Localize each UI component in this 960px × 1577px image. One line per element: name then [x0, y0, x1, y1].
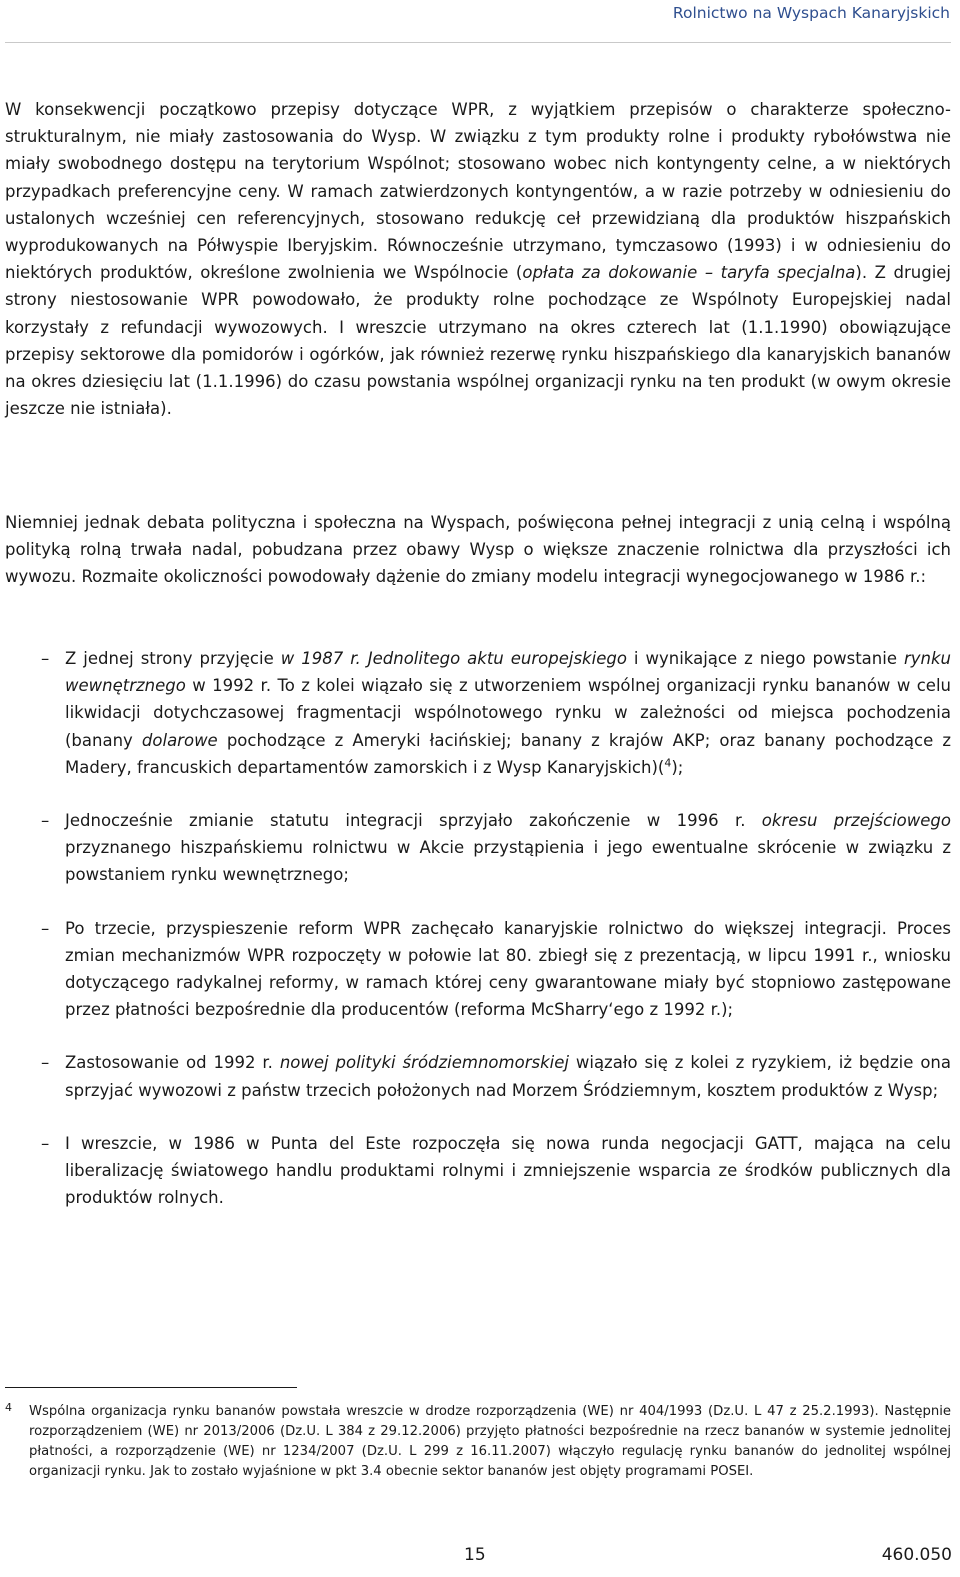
item-italic: dolarowe: [141, 730, 218, 750]
list-dash: –: [41, 1053, 50, 1073]
list-dash: –: [41, 918, 50, 938]
list-item: [5, 915, 951, 1024]
running-header: Rolnictwo na Wyspach Kanaryjskich: [672, 4, 950, 22]
list-item: [5, 807, 951, 889]
paragraph-1-text-b: ). Z drugiej strony niestosowanie WPR powodowało, że produkty rolne pochodzące ze Wspólnoty Europejskiej nadal korzystały z refundacji wywozowych. I wreszcie utrzymano na okres czterech lat (1.1.1990) obowiązujące przepisy sektorowe dla pomidorów i ogórków, jak również rezerwę rynku hiszpańskiego dla kanaryjskich bananów na okres dziesięciu lat (1.1.1996) do czasu powstania wspólnej organizacji rynku na ten produkt (w owym okresie jeszcze nie istniała).: [5, 263, 952, 419]
item-italic: nowej polityki śródziemnomorskiej: [279, 1053, 569, 1073]
list-item: [5, 1049, 951, 1103]
footnote: [5, 1402, 951, 1482]
header-divider: [5, 42, 951, 43]
list-dash: –: [41, 811, 50, 831]
item-text: );: [671, 757, 684, 777]
footnote-divider: [5, 1387, 297, 1388]
paragraph-1-italic: opłata za dokowanie – taryfa specjalna: [522, 263, 856, 283]
document-code: 460.050: [881, 1545, 952, 1565]
list-item: [5, 645, 951, 781]
item-text: Po trzecie, przyspieszenie reform WPR zachęcało kanaryjskie rolnictwo do większej integracji. Proces zmian mechanizmów WPR rozpoczęty w połowie lat 80. zbiegł się z prezentacją, w lipcu 1991 r., wniosku dotyczącego radykalnej reformy, w ramach której ceny gwarantowane miały być stopniowo zastępowane przez płatności bezpośrednie dla producentów (reforma McSharry‘ego z 1992 r.);: [65, 918, 951, 1020]
paragraph-1: [5, 96, 951, 422]
item-text: w 1992 r. To z kolei wiązało się z utworzeniem wspólnej organizacji rynku bananów w celu likwidacji dotychczasowej fragmentacji wspólnotowego rynku w zależności od miejsca pochodzenia (banany: [65, 676, 951, 750]
item-text: I wreszcie, w 1986 w Punta del Este rozpoczęła się nowa runda negocjacji GATT, mająca na celu liberalizację światowego handlu produktami rolnymi i zmniejszenie wsparcia ze środków publicznych dla produktów rolnych.: [65, 1133, 951, 1208]
list-dash: –: [41, 1133, 50, 1153]
footnote-number: 4: [5, 1401, 12, 1414]
list-item: [5, 1130, 951, 1212]
footnote-text: Wspólna organizacja rynku bananów powstała wreszcie w drodze rozporządzenia (WE) nr 404/1993 (Dz.U. L 47 z 25.2.1993). Następnie rozporządzeniem (WE) nr 2013/2006 (Dz.U. L 384 z 29.12.2006) przyjęto płatności bezpośrednie na rzecz bananów w systemie jednolitej płatności, a rozporządzenie (WE) nr 1234/2007 (Dz.U. L 299 z 16.11.2007) włączyło regulację rynku bananów do jednolitej wspólnej organizacji rynku. Jak to zostało wyjaśnione w pkt 3.4 obecnie sektor bananów jest objęty programami POSEI.: [29, 1404, 951, 1479]
item-text: Z jednej strony przyjęcie: [65, 649, 281, 668]
page-number: 15: [464, 1545, 486, 1565]
reasons-list: [5, 645, 951, 1237]
item-italic: w 1987 r. Jednolitego aktu europejskiego: [280, 649, 627, 668]
item-text: i wynikające z niego powstanie: [626, 649, 904, 668]
item-text: przyznanego hiszpańskiemu rolnictwu w Akcie przystąpienia i jego ewentualne skrócenie w związku z powstaniem rynku wewnętrznego;: [65, 838, 951, 885]
item-italic: rynku wewnętrznego: [65, 649, 952, 696]
paragraph-1-text-a: W konsekwencji początkowo przepisy dotyczące WPR, z wyjątkiem przepisów o charakterze społeczno-strukturalnym, nie miały zastosowania do Wysp. W związku z tym produkty rolne i produkty rybołówstwa nie miały swobodnego dostępu na terytorium Wspólnot; stosowano wobec nich kontyngenty celne, a w niektórych przypadkach preferencyjne ceny. W ramach zatwierdzonych kontyngentów, a w razie potrzeby w odniesieniu do ustalonych wcześniej cen referencyjnych, stosowano redukcję ceł przewidzianą dla produktów hiszpańskich wyprodukowanych na Półwyspie Iberyjskim. Równocześnie utrzymano, tymczasowo (1993) i w odniesieniu do niektórych produktów, określone zwolnienia we Wspólnocie (: [5, 100, 951, 283]
item-italic: okresu przejściowego: [761, 811, 951, 831]
list-dash: –: [41, 649, 50, 668]
item-text: Zastosowanie od 1992 r.: [65, 1053, 280, 1073]
item-text: pochodzące z Ameryki łacińskiej; banany z krajów AKP; oraz banany pochodzące z Madery, francuskich departamentów zamorskich i z Wysp Kanaryjskich)(: [65, 730, 952, 777]
paragraph-2: Niemniej jednak debata polityczna i społeczna na Wyspach, poświęcona pełnej integracji z unią celną i wspólną polityką rolną trwała nadal, pobudzana przez obawy Wysp o większe znaczenie rolnictwa dla przyszłości ich wywozu. Rozmaite okoliczności powodowały dążenie do zmiany modelu integracji wynegocjowanego w 1986 r.:: [5, 513, 951, 587]
item-text: Jednocześnie zmianie statutu integracji sprzyjało zakończenie w 1996 r.: [65, 811, 762, 831]
footnote-reference[interactable]: 4: [664, 756, 672, 770]
item-text: wiązało się z kolei z ryzykiem, iż będzie ona sprzyjać wywozowi z państw trzecich położonych nad Morzem Śródziemnym, kosztem produktów z Wysp;: [65, 1053, 951, 1100]
